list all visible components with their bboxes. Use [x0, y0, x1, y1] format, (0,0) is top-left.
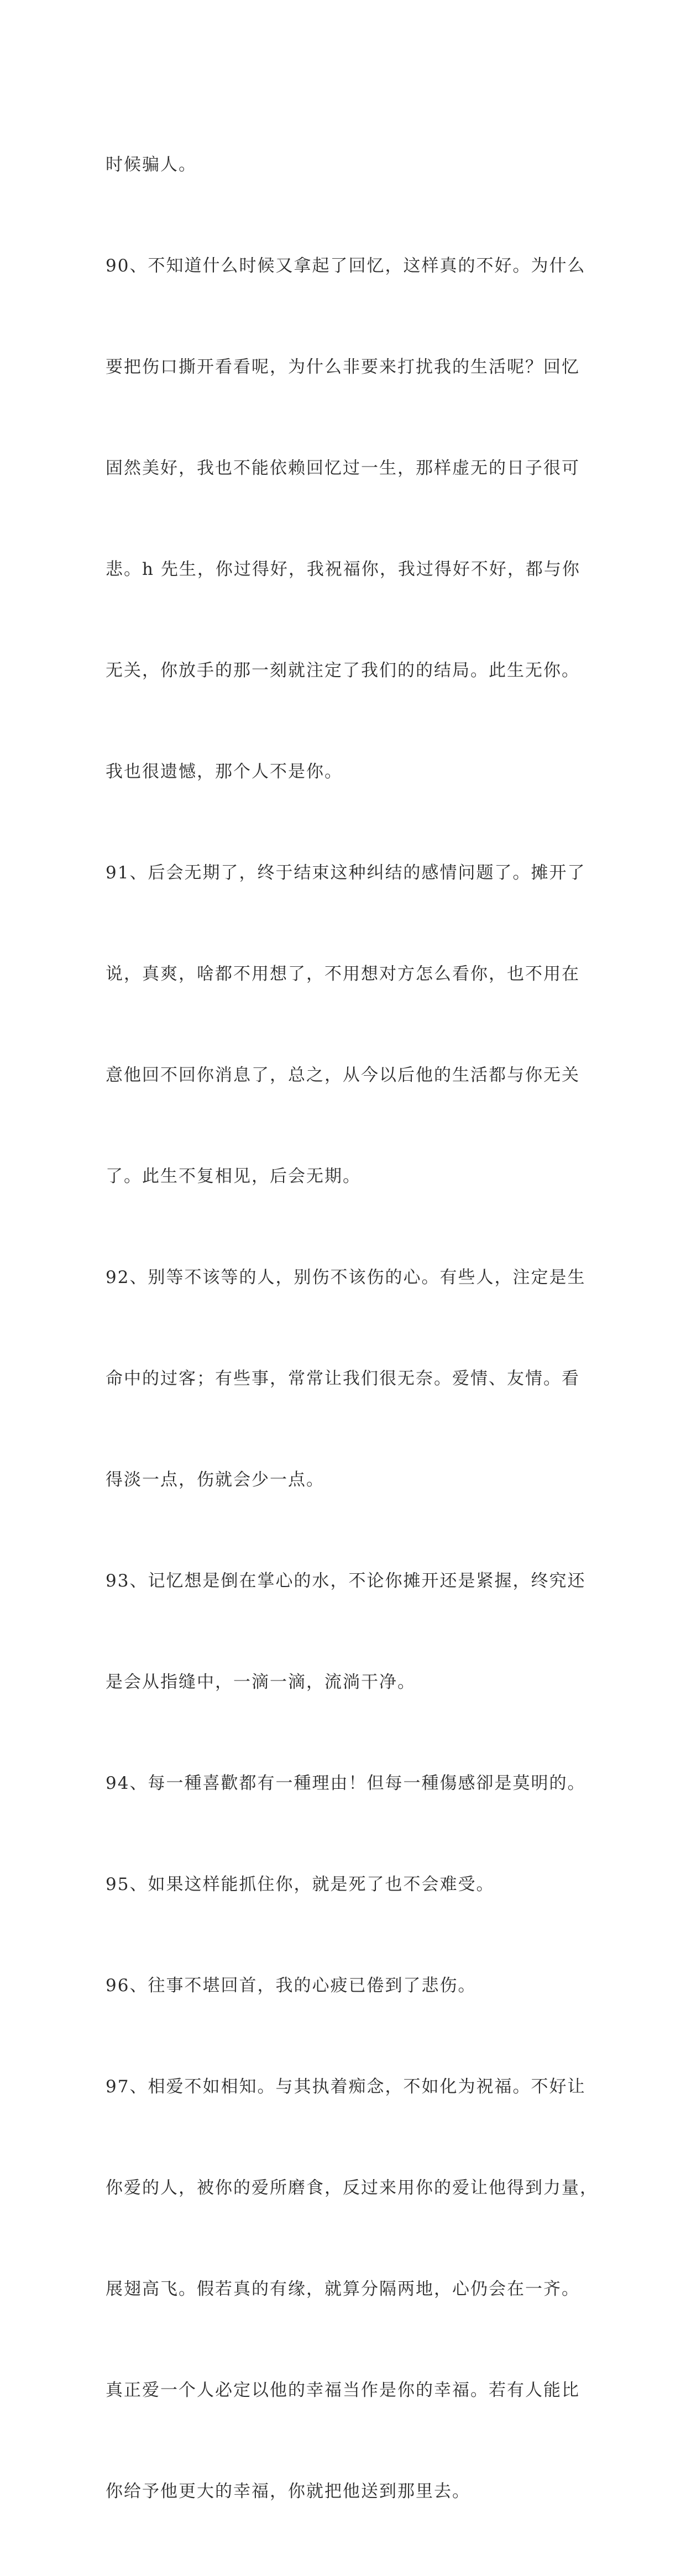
text-line: 是会从指缝中，一滴一滴，流淌干净。 [106, 1672, 416, 1692]
text-line: 无关，你放手的那一刻就注定了我们的的结局。此生无你。 [106, 661, 580, 680]
text-line: 得淡一点，伤就会少一点。 [106, 1470, 324, 1490]
text-line: 91、后会无期了，终于结束这种纠结的感情问题了。摊开了 [106, 863, 586, 883]
text-line: 97、相爱不如相知。与其执着痴念，不如化为祝福。不好让 [106, 2077, 586, 2097]
text-line: 真正爱一个人必定以他的幸福当作是你的幸福。若有人能比 [106, 2380, 580, 2400]
text-line: 96、往事不堪回首，我的心疲已倦到了悲伤。 [106, 1976, 476, 1996]
text-line: 时候骗人。 [106, 155, 197, 175]
text-line: 固然美好，我也不能依赖回忆过一生，那样虚无的日子很可 [106, 458, 580, 478]
text-line: 命中的过客；有些事，常常让我们很无奈。爱情、友情。看 [106, 1369, 580, 1389]
text-line: 95、如果这样能抓住你，就是死了也不会难受。 [106, 1875, 495, 1894]
text-line: 意他回不回你消息了，总之，从今以后他的生活都与你无关 [106, 1065, 580, 1085]
text-line: 我也很遗憾，那个人不是你。 [106, 762, 343, 782]
document-body [106, 81, 598, 2576]
text-line: 你爱的人，被你的爱所磨食，反过来用你的爱让他得到力量， [106, 2178, 598, 2198]
text-line: 94、每一種喜歡都有一種理由！但每一種傷感卻是莫明的。 [106, 1773, 586, 1793]
text-line: 93、记忆想是倒在掌心的水，不论你摊开还是紧握，终究还 [106, 1571, 586, 1591]
text-line: 了。此生不复相见，后会无期。 [106, 1166, 361, 1186]
text-line: 要把伤口撕开看看呢，为什么非要来打扰我的生活呢？回忆 [106, 357, 580, 377]
text-line: 90、不知道什么时候又拿起了回忆，这样真的不好。为什么 [106, 256, 586, 276]
text-line: 说，真爽，啥都不用想了，不用想对方怎么看你，也不用在 [106, 964, 580, 984]
text-line: 展翅高飞。假若真的有缘，就算分隔两地，心仍会在一齐。 [106, 2279, 580, 2299]
text-line: 悲。h 先生，你过得好，我祝福你，我过得好不好，都与你 [106, 559, 580, 579]
text-line: 你给予他更大的幸福，你就把他送到那里去。 [106, 2481, 470, 2501]
text-line: 92、别等不该等的人，别伤不该伤的心。有些人，注定是生 [106, 1268, 586, 1287]
